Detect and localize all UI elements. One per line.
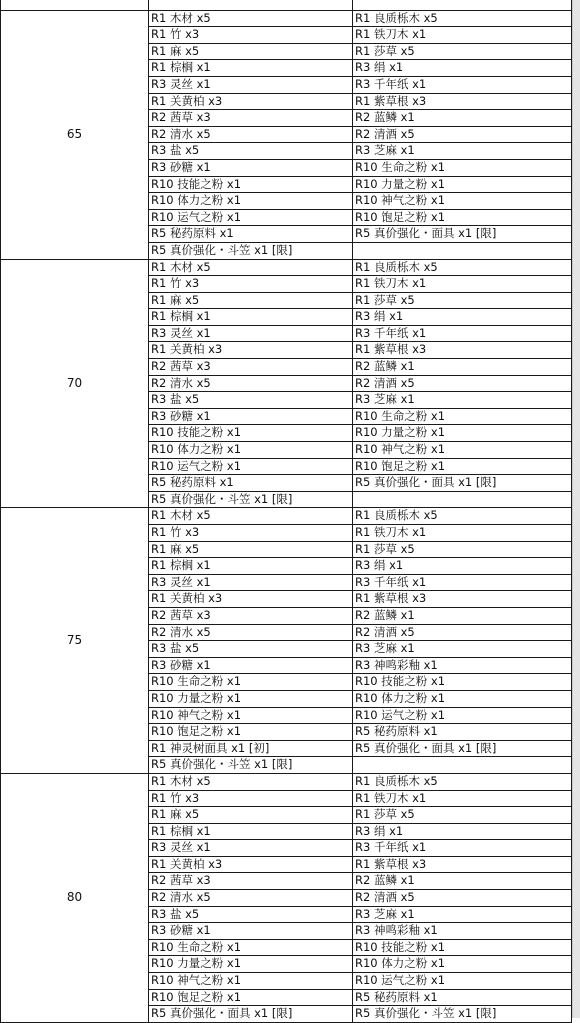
table-row <box>1 259 572 276</box>
material-cell-left: R10 生命之粉 x1 <box>149 674 353 691</box>
material-cell-right: R5 秘药原料 x1 <box>353 989 572 1006</box>
material-cell-right: R10 技能之粉 x1 <box>353 674 572 691</box>
material-cell-left: R1 木材 x5 <box>149 259 353 276</box>
material-cell-right: R10 技能之粉 x1 <box>353 939 572 956</box>
material-cell-left: R3 灵丝 x1 <box>149 840 353 857</box>
level-cell: 70 <box>1 259 149 508</box>
material-cell-right: R1 良质栎木 x5 <box>353 508 572 525</box>
material-cell-left: R2 茜草 x3 <box>149 873 353 890</box>
material-cell-right: R5 真价强化・斗笠 x1 [限] <box>353 1006 572 1023</box>
material-cell-left: R10 体力之粉 x1 <box>149 193 353 210</box>
material-cell-right: R3 绢 x1 <box>353 558 572 575</box>
material-cell-left: R10 力量之粉 x1 <box>149 690 353 707</box>
material-cell-right: R1 铁刀木 x1 <box>353 27 572 44</box>
material-cell-right: R3 芝麻 x1 <box>353 641 572 658</box>
material-cell-left: R1 麻 x5 <box>149 807 353 824</box>
material-cell-right: R1 莎草 x5 <box>353 43 572 60</box>
material-cell-right: R5 秘药原料 x1 <box>353 724 572 741</box>
material-cell-right: R10 生命之粉 x1 <box>353 159 572 176</box>
material-cell-right: R2 蓝鳞 x1 <box>353 359 572 376</box>
material-cell-left: R5 真价强化・斗笠 x1 [限] <box>149 242 353 259</box>
material-cell-left: R3 砂糖 x1 <box>149 159 353 176</box>
material-cell-left: R2 清水 x5 <box>149 375 353 392</box>
material-cell-left: R1 木材 x5 <box>149 10 353 27</box>
material-cell-right: R1 莎草 x5 <box>353 292 572 309</box>
material-cell-left: R10 运气之粉 x1 <box>149 209 353 226</box>
material-cell-left: R3 灵丝 x1 <box>149 574 353 591</box>
material-cell-left: R1 麻 x5 <box>149 541 353 558</box>
material-cell-left: R3 灵丝 x1 <box>149 325 353 342</box>
level-cell-partial <box>1 0 149 10</box>
material-cell-left: R3 砂糖 x1 <box>149 408 353 425</box>
material-cell-left: R2 茜草 x3 <box>149 110 353 127</box>
material-cell-left: R10 神气之粉 x1 <box>149 973 353 990</box>
material-cell-right: R1 莎草 x5 <box>353 807 572 824</box>
table-row <box>1 773 572 790</box>
material-cell-left: R3 盐 x5 <box>149 906 353 923</box>
material-cell-right: R10 体力之粉 x1 <box>353 690 572 707</box>
material-cell-left: R5 真价强化・面具 x1 [限] <box>149 1006 353 1023</box>
material-cell-left: R10 饱足之粉 x1 <box>149 989 353 1006</box>
material-cell-right: R1 良质栎木 x5 <box>353 259 572 276</box>
material-cell-left: R1 竹 x3 <box>149 790 353 807</box>
table-row-partial <box>1 0 572 10</box>
material-cell-right: R3 芝麻 x1 <box>353 906 572 923</box>
material-cell-right: R5 真价强化・面具 x1 [限] <box>353 740 572 757</box>
material-cell-left: R2 茜草 x3 <box>149 359 353 376</box>
material-cell-left: R1 竹 x3 <box>149 276 353 293</box>
material-cell-left: R1 关黄柏 x3 <box>149 93 353 110</box>
material-cell-right: R3 绢 x1 <box>353 309 572 326</box>
material-cell-right: R1 紫草根 x3 <box>353 591 572 608</box>
level-cell: 75 <box>1 508 149 774</box>
material-cell-right: R10 运气之粉 x1 <box>353 973 572 990</box>
material-cell-right: R1 铁刀木 x1 <box>353 790 572 807</box>
material-cell-right: R5 真价强化・面具 x1 [限] <box>353 226 572 243</box>
material-cell-right: R1 紫草根 x3 <box>353 342 572 359</box>
material-cell-right: R1 紫草根 x3 <box>353 856 572 873</box>
material-cell-left: R10 生命之粉 x1 <box>149 939 353 956</box>
material-cell-right: R10 运气之粉 x1 <box>353 707 572 724</box>
table-row <box>1 508 572 525</box>
material-cell-right: R10 神气之粉 x1 <box>353 442 572 459</box>
material-cell-left: R5 秘药原料 x1 <box>149 226 353 243</box>
material-cell-right: R10 力量之粉 x1 <box>353 425 572 442</box>
material-cell-left: R5 秘药原料 x1 <box>149 475 353 492</box>
material-cell-right: R3 神鸣彩釉 x1 <box>353 657 572 674</box>
material-cell-right: R2 蓝鳞 x1 <box>353 607 572 624</box>
material-cell-right <box>353 0 572 10</box>
material-cell-left: R2 清水 x5 <box>149 126 353 143</box>
table-row <box>1 10 572 27</box>
level-cell: 65 <box>1 10 149 259</box>
material-cell-left: R1 棕榈 x1 <box>149 309 353 326</box>
material-cell-left: R3 砂糖 x1 <box>149 923 353 940</box>
material-cell-left: R3 盐 x5 <box>149 392 353 409</box>
material-cell-right: R10 生命之粉 x1 <box>353 408 572 425</box>
material-cell-left: R1 关黄柏 x3 <box>149 342 353 359</box>
material-cell-left: R1 棕榈 x1 <box>149 558 353 575</box>
material-cell-right <box>353 242 572 259</box>
material-cell-left: R1 木材 x5 <box>149 508 353 525</box>
material-cell-right: R3 神鸣彩釉 x1 <box>353 923 572 940</box>
material-cell-left: R1 棕榈 x1 <box>149 60 353 77</box>
material-cell-right <box>353 491 572 508</box>
level-cell: 80 <box>1 773 149 1022</box>
material-cell-right: R3 千年纸 x1 <box>353 325 572 342</box>
material-cell-right: R3 芝麻 x1 <box>353 392 572 409</box>
material-cell-left: R1 竹 x3 <box>149 27 353 44</box>
material-cell-left: R10 神气之粉 x1 <box>149 707 353 724</box>
material-cell-left: R1 竹 x3 <box>149 525 353 542</box>
material-cell-right: R1 铁刀木 x1 <box>353 276 572 293</box>
material-cell-left: R3 砂糖 x1 <box>149 657 353 674</box>
material-cell-left: R1 关黄柏 x3 <box>149 591 353 608</box>
material-cell-right: R2 清酒 x5 <box>353 890 572 907</box>
material-cell-right: R2 清酒 x5 <box>353 126 572 143</box>
material-cell-right: R3 芝麻 x1 <box>353 143 572 160</box>
material-cell-left: R1 神灵树面具 x1 [初] <box>149 740 353 757</box>
material-cell-right: R1 良质栎木 x5 <box>353 10 572 27</box>
material-cell-left <box>149 0 353 10</box>
material-cell-left: R10 技能之粉 x1 <box>149 425 353 442</box>
material-cell-right: R10 饱足之粉 x1 <box>353 458 572 475</box>
material-cell-left: R1 关黄柏 x3 <box>149 856 353 873</box>
material-cell-left: R10 运气之粉 x1 <box>149 458 353 475</box>
material-cell-right: R1 莎草 x5 <box>353 541 572 558</box>
material-cell-left: R10 饱足之粉 x1 <box>149 724 353 741</box>
material-cell-right: R3 千年纸 x1 <box>353 574 572 591</box>
scrollbar-track[interactable] <box>572 0 580 1018</box>
material-cell-left: R1 棕榈 x1 <box>149 823 353 840</box>
material-cell-right: R5 真价强化・面具 x1 [限] <box>353 475 572 492</box>
material-cell-left: R1 麻 x5 <box>149 43 353 60</box>
material-cell-right: R2 清酒 x5 <box>353 375 572 392</box>
material-cell-right: R1 紫草根 x3 <box>353 93 572 110</box>
material-cell-right: R1 铁刀木 x1 <box>353 525 572 542</box>
material-cell-right: R10 体力之粉 x1 <box>353 956 572 973</box>
material-cell-left: R3 灵丝 x1 <box>149 76 353 93</box>
material-cell-left: R10 力量之粉 x1 <box>149 956 353 973</box>
material-cell-left: R2 清水 x5 <box>149 624 353 641</box>
material-cell-left: R1 麻 x5 <box>149 292 353 309</box>
material-cell-right: R2 蓝鳞 x1 <box>353 110 572 127</box>
material-cell-left: R1 木材 x5 <box>149 773 353 790</box>
materials-table-body <box>1 0 572 1022</box>
material-cell-left: R3 盐 x5 <box>149 143 353 160</box>
material-cell-left: R5 真价强化・斗笠 x1 [限] <box>149 757 353 774</box>
material-cell-right: R10 神气之粉 x1 <box>353 193 572 210</box>
material-cell-right: R2 清酒 x5 <box>353 624 572 641</box>
material-cell-right: R10 饱足之粉 x1 <box>353 209 572 226</box>
material-cell-right: R2 蓝鳞 x1 <box>353 873 572 890</box>
material-cell-left: R2 茜草 x3 <box>149 607 353 624</box>
material-cell-right: R3 千年纸 x1 <box>353 840 572 857</box>
material-cell-left: R10 体力之粉 x1 <box>149 442 353 459</box>
material-cell-right: R3 绢 x1 <box>353 823 572 840</box>
material-cell-left: R2 清水 x5 <box>149 890 353 907</box>
material-cell-right: R3 千年纸 x1 <box>353 76 572 93</box>
scrollbar-edge <box>572 0 573 1018</box>
material-cell-right: R1 良质栎木 x5 <box>353 773 572 790</box>
material-cell-right: R3 绢 x1 <box>353 60 572 77</box>
material-cell-left: R5 真价强化・斗笠 x1 [限] <box>149 491 353 508</box>
material-cell-right: R10 力量之粉 x1 <box>353 176 572 193</box>
material-cell-right <box>353 757 572 774</box>
material-cell-left: R3 盐 x5 <box>149 641 353 658</box>
material-cell-left: R10 技能之粉 x1 <box>149 176 353 193</box>
